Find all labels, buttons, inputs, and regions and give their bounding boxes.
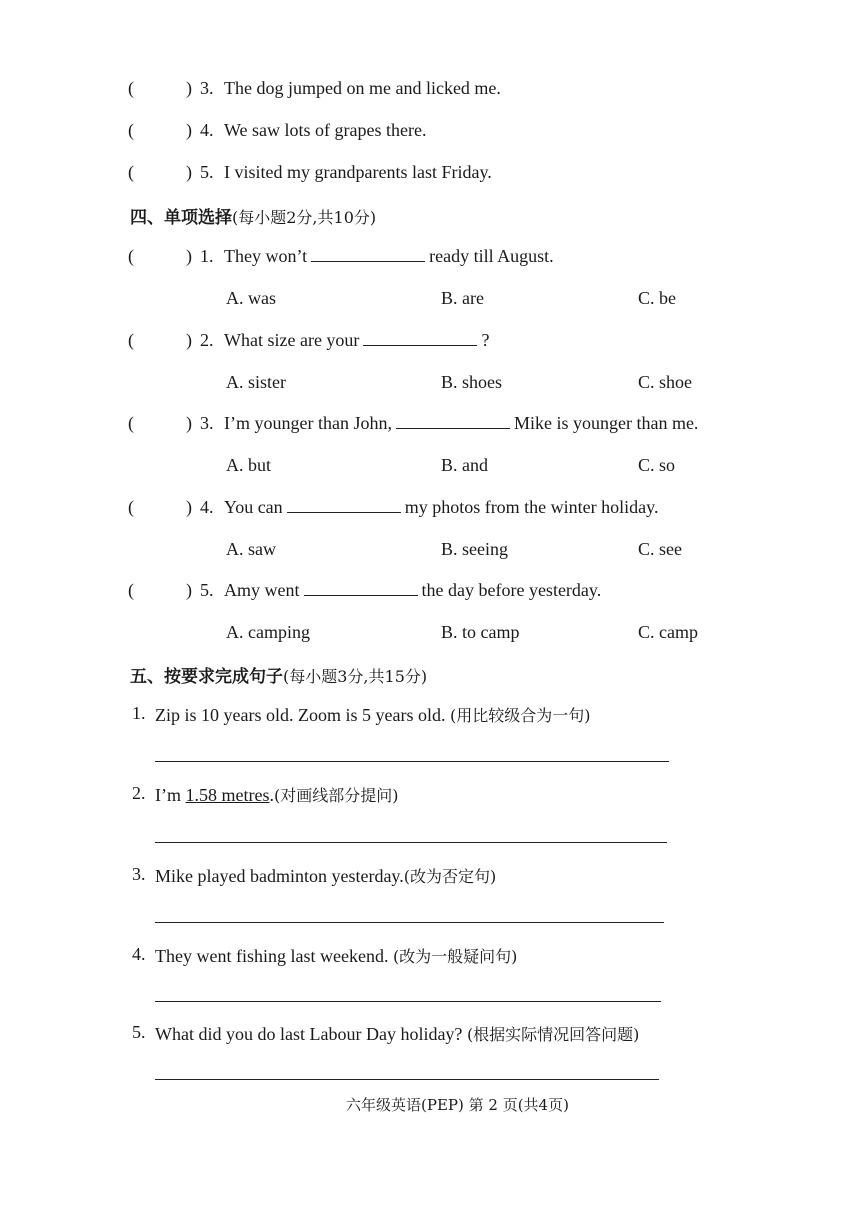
item-text	[155, 783, 398, 806]
paren-close: )	[186, 162, 192, 182]
question-text-before: What size are your	[224, 330, 360, 350]
question-text: The dog jumped on me and licked me.	[224, 78, 501, 98]
answer-blank[interactable]	[396, 427, 510, 429]
item-number: 1.	[132, 703, 146, 723]
question-text-before: You can	[224, 497, 283, 517]
question-text-before: Amy went	[224, 580, 300, 600]
question-number: 5.	[200, 162, 214, 182]
question-text	[224, 497, 658, 518]
item-sentence: What did you do last Labour Day holiday?	[155, 1024, 463, 1044]
item-sentence: They went fishing last weekend.	[155, 946, 389, 966]
answer-blank[interactable]	[363, 344, 477, 346]
paren-open: (	[128, 246, 134, 266]
paren-open: (	[128, 330, 134, 350]
option-a[interactable]: A. but	[226, 455, 271, 475]
item-sentence: Zip is 10 years old. Zoom is 5 years old.	[155, 705, 446, 725]
question-text-after: the day before yesterday.	[421, 580, 602, 600]
section4-note: (每小题2分,共10分)	[232, 208, 377, 227]
paren-close: )	[186, 580, 192, 600]
item-instruction: (改为否定句)	[403, 867, 497, 886]
item-number: 3.	[132, 864, 146, 884]
paren-close: )	[186, 246, 192, 266]
item-sentence-end: .	[269, 785, 274, 805]
question-text	[224, 246, 554, 267]
paren-open: (	[128, 413, 134, 433]
question-text-after: Mike is younger than me.	[513, 413, 699, 433]
answer-line[interactable]	[155, 761, 669, 762]
question-number: 2.	[200, 330, 214, 350]
item-number: 5.	[132, 1022, 146, 1042]
option-b[interactable]: B. are	[441, 288, 484, 308]
answer-line[interactable]	[155, 1079, 659, 1080]
question-text: We saw lots of grapes there.	[224, 120, 427, 140]
option-c[interactable]: C. camp	[638, 622, 698, 642]
underlined-phrase: 1.58 metres	[185, 785, 270, 805]
option-a[interactable]: A. was	[226, 288, 276, 308]
item-instruction: (用比较级合为一句)	[449, 706, 591, 725]
question-number: 4.	[200, 120, 214, 140]
answer-blank[interactable]	[311, 260, 425, 262]
section4-title: 四、单项选择	[130, 208, 232, 228]
page-footer: 六年级英语(PEP) 第 2 页(共4页)	[346, 1096, 569, 1114]
answer-line[interactable]	[155, 842, 667, 843]
option-a[interactable]: A. saw	[226, 539, 276, 559]
item-text	[155, 944, 517, 967]
question-text: I visited my grandparents last Friday.	[224, 162, 492, 182]
option-c[interactable]: C. see	[638, 539, 682, 559]
paren-close: )	[186, 78, 192, 98]
option-a[interactable]: A. sister	[226, 372, 286, 392]
section4-heading	[130, 203, 376, 228]
option-c[interactable]: C. so	[638, 455, 676, 475]
question-number: 5.	[200, 580, 214, 600]
option-c[interactable]: C. be	[638, 288, 676, 308]
question-text	[224, 330, 489, 351]
item-sentence-start: I’m	[155, 785, 181, 805]
item-sentence: Mike played badminton yesterday.	[155, 866, 404, 886]
paren-close: )	[186, 497, 192, 517]
question-text	[224, 580, 601, 601]
paren-open: (	[128, 162, 134, 182]
item-instruction: (根据实际情况回答问题)	[466, 1025, 640, 1044]
question-text-before: I’m younger than John,	[224, 413, 392, 433]
option-a[interactable]: A. camping	[226, 622, 310, 642]
item-instruction: (对画线部分提问)	[273, 786, 399, 805]
answer-blank[interactable]	[287, 511, 401, 513]
item-text	[155, 864, 496, 887]
section5-heading	[130, 662, 427, 687]
section5-note: (每小题3分,共15分)	[283, 667, 428, 686]
question-text-before: They won’t	[224, 246, 308, 266]
answer-line[interactable]	[155, 922, 664, 923]
answer-line[interactable]	[155, 1001, 661, 1002]
question-number: 1.	[200, 246, 214, 266]
paren-open: (	[128, 78, 134, 98]
item-number: 4.	[132, 944, 146, 964]
question-number: 3.	[200, 413, 214, 433]
paren-open: (	[128, 497, 134, 517]
item-text	[155, 1022, 639, 1045]
section5-title: 五、按要求完成句子	[130, 667, 283, 687]
item-instruction: (改为一般疑问句)	[392, 947, 518, 966]
option-b[interactable]: B. and	[441, 455, 488, 475]
question-text	[224, 413, 698, 434]
item-text	[155, 703, 590, 726]
paren-open: (	[128, 580, 134, 600]
paren-open: (	[128, 120, 134, 140]
option-c[interactable]: C. shoe	[638, 372, 692, 392]
paren-close: )	[186, 413, 192, 433]
answer-blank[interactable]	[304, 594, 418, 596]
paren-close: )	[186, 330, 192, 350]
option-b[interactable]: B. seeing	[441, 539, 508, 559]
item-number: 2.	[132, 783, 146, 803]
question-text-after: ready till August.	[429, 246, 554, 266]
option-b[interactable]: B. to camp	[441, 622, 520, 642]
question-text-after: ?	[481, 330, 490, 350]
question-text-after: my photos from the winter holiday.	[404, 497, 659, 517]
option-b[interactable]: B. shoes	[441, 372, 503, 392]
question-number: 3.	[200, 78, 214, 98]
question-number: 4.	[200, 497, 214, 517]
paren-close: )	[186, 120, 192, 140]
